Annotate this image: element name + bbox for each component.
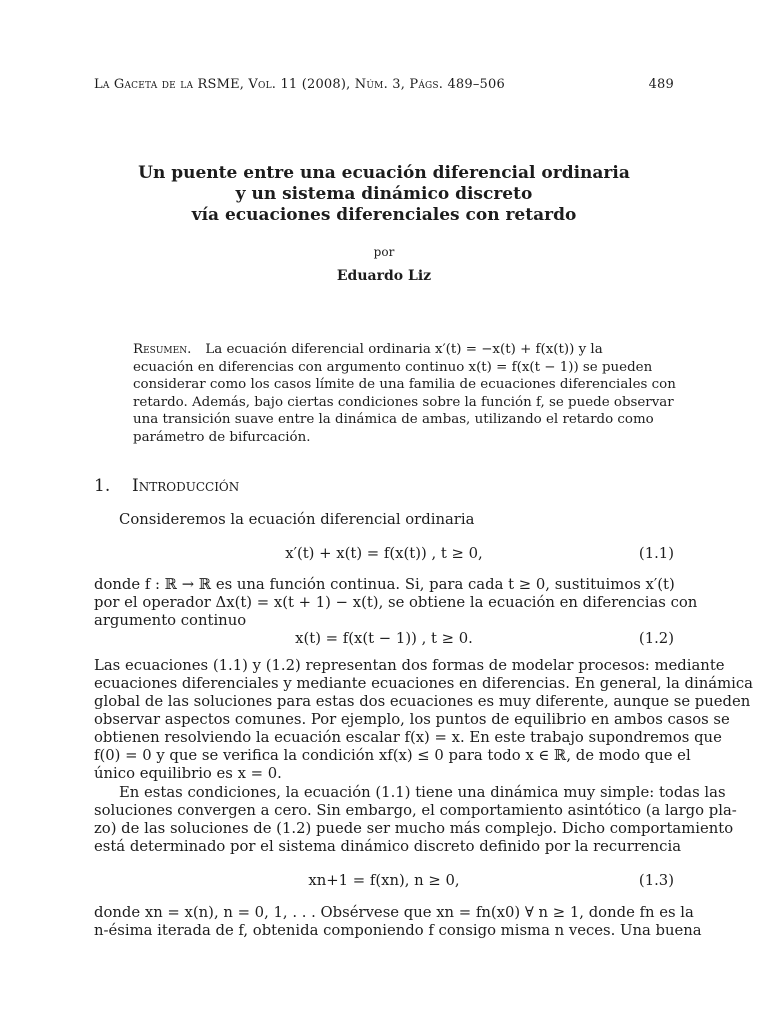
paragraph-line: zo) de las soluciones de (1.2) puede ser mucho más complejo. Dicho comportamiento — [94, 820, 734, 837]
title-line-3: vía ecuaciones diferenciales con retardo — [191, 205, 577, 225]
equation-body: x(t) = f(x(t − 1)) , t ≥ 0. — [295, 630, 473, 647]
paragraph-line: donde xn = x(n), n = 0, 1, . . . Obsérvese que xn = fn(x0) ∀ n ≥ 1, donde fn es la — [94, 904, 694, 921]
equation-tag: (1.1) — [638, 545, 674, 562]
equation-1-2 — [94, 630, 674, 648]
abstract-label: Resumen. — [133, 342, 192, 357]
equation-tag: (1.3) — [638, 872, 674, 889]
paragraph-4 — [94, 904, 702, 940]
paragraph-line: obtienen resolviendo la ecuación escalar f(x) = x. En este trabajo supondremos que — [94, 729, 722, 746]
paragraph-line: por el operador Δx(t) = x(t + 1) − x(t), se obtiene la ecuación en diferencias con — [94, 594, 698, 611]
equation-1-3 — [94, 872, 674, 890]
title-line-2: y un sistema dinámico discreto — [235, 184, 533, 204]
paragraph-line: argumento continuo — [94, 612, 247, 629]
equation-body: xn+1 = f(xn), n ≥ 0, — [308, 872, 460, 889]
paragraph-line: está determinado por el sistema dinámico discreto definido por la recurrencia — [94, 838, 682, 855]
paragraph-line: Las ecuaciones (1.1) y (1.2) representan dos formas de modelar procesos: mediante — [94, 657, 725, 674]
title-line-1: Un puente entre una ecuación diferencial ordinaria — [138, 163, 630, 183]
equation-body: x′(t) + x(t) = f(x(t)) , t ≥ 0, — [285, 545, 483, 562]
abstract-line: ecuación en diferencias con argumento continuo x(t) = f(x(t − 1)) se pueden — [133, 359, 653, 375]
equation-1-1 — [94, 545, 674, 563]
paragraph-line: n-ésima iterada de f, obtenida componiendo f consigo misma n veces. Una buena — [94, 922, 702, 939]
abstract-line: parámetro de bifurcación. — [133, 429, 311, 445]
paragraph-line: ecuaciones diferenciales y mediante ecuaciones en diferencias. En general, la dinámica — [94, 675, 753, 692]
author-name: Eduardo Liz — [336, 268, 432, 284]
abstract-line: una transición suave entre la dinámica de ambas, utilizando el retardo como — [133, 412, 654, 428]
section-title: Introducción — [132, 476, 240, 496]
intro-lead: Consideremos la ecuación diferencial ordinaria — [119, 511, 475, 528]
paragraph-line: En estas condiciones, la ecuación (1.1) tiene una dinámica muy simple: todas las — [119, 784, 726, 801]
paragraph-3 — [94, 784, 737, 856]
section-heading — [94, 476, 239, 496]
running-header — [94, 77, 674, 92]
abstract-line: considerar como los casos límite de una familia de ecuaciones diferenciales con — [133, 377, 676, 393]
paragraph-1 — [94, 576, 698, 630]
byline-por: por — [373, 245, 395, 259]
paragraph-line: soluciones convergen a cero. Sin embargo, el comportamiento asintótico (a largo pla- — [94, 802, 737, 819]
abstract — [133, 341, 676, 447]
page-number: 489 — [648, 77, 674, 92]
paragraph-line: único equilibrio es x = 0. — [94, 765, 282, 782]
abstract-line: La ecuación diferencial ordinaria x′(t) = −x(t) + f(x(t)) y la — [205, 342, 603, 357]
equation-tag: (1.2) — [638, 630, 674, 647]
paragraph-2 — [94, 657, 753, 783]
abstract-line: retardo. Además, bajo ciertas condiciones sobre la función f, se puede observar — [133, 394, 674, 410]
paragraph-line: global de las soluciones para estas dos ecuaciones es muy diferente, aunque se pueden — [94, 693, 751, 710]
paragraph-line: f(0) = 0 y que se verifica la condición xf(x) ≤ 0 para todo x ∈ ℝ, de modo que el — [94, 747, 691, 764]
journal-citation: La Gaceta de la RSME, Vol. 11 (2008), Núm. 3, Págs. 489–506 — [94, 77, 505, 92]
paragraph-line: observar aspectos comunes. Por ejemplo, los puntos de equilibrio en ambos casos se — [94, 711, 730, 728]
paragraph-line: donde f : ℝ → ℝ es una función continua. Si, para cada t ≥ 0, sustituimos x′(t) — [94, 576, 675, 593]
section-number: 1. — [94, 476, 111, 496]
